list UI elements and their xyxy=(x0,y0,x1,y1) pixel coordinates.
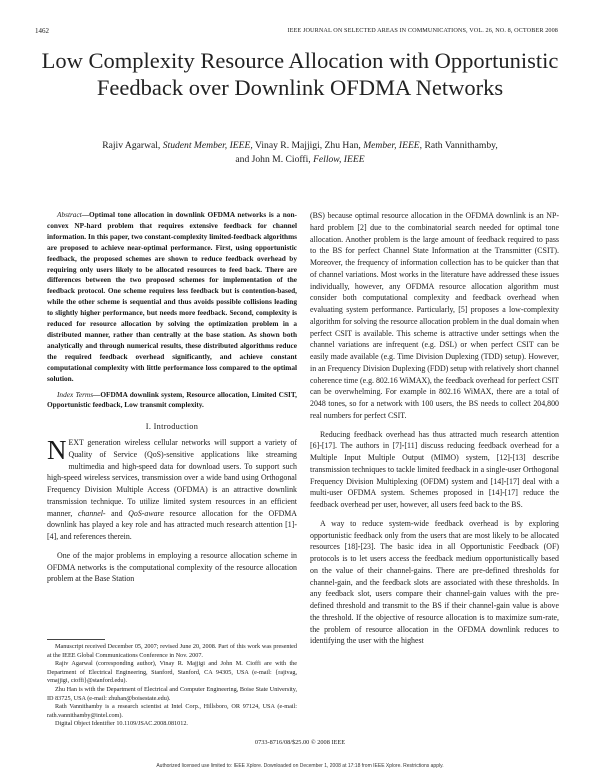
paper-title: Low Complexity Resource Allocation with Opportunistic Feedback over Downlink OFDMA Networks xyxy=(41,48,559,100)
author-role: Member, IEEE, xyxy=(363,140,423,151)
author-role: Student Member, IEEE, xyxy=(162,140,253,151)
left-column xyxy=(47,210,297,585)
body-paragraph: (BS) because optimal resource allocation in the OFDMA downlink is an NP-hard problem [2] due to the combinatorial search needed for optimal tone allocation. Another problem is the large amount of feedback required to pass to the BS for perfect Channel State Information at the Transmitter (CSIT). Moreover, the frequency of information collection has to be quicker than that of channel variations. Most works in the literature have addressed these issues individually, however, any OFDMA resource allocation algorithm must consider both computational complexity and feedback overhead when evaluating system performance. Particularly, [5] proposes a low-complexity algorithm for solving the resource allocation problem in the dual domain when perfect CSIT is available. This scheme is attractive under settings when the channel variations are infrequent (e.g. DSL) or when perfect CSIT can be easily made available (e.g. Time Division Duplexing (TDD) setup). However, in an Frequency Division Duplexing (FDD) setup with relatively short channel coherence time (e.g. 802.16 WiMAX), the feedback overhead for perfect CSIT can be overwhelming. For example in 802.16 WiMAX, there are a total of 2048 tones, so for a network with 100 users, the BS needs to collect 204,800 real numbers for perfect CSIT. xyxy=(310,211,559,420)
footnote: Digital Object Identifier 10.1109/JSAC.2008.081012. xyxy=(55,720,188,728)
body-paragraph: A way to reduce system-wide feedback overhead is by exploring opportunistic feedback only from the users that are most likely to be allocated resources [18]-[23]. The basic idea in all Opportunistic Feedback (OF) protocols is to let users access the feedback medium opportunistically based on the value of their channel-gains. There are pre-defined thresholds for channel-gain, and the feedback slots are associated with these thresholds. In any feedback slot, users compare their channel-gain values with the pre-defined threshold and transmit to the BS if their channel-gain value is above the threshold. If the objective of resource allocation is to maximize sum-rate, the problem of resource allocation in the OFDMA downlink reduces to identifying the user with the highest xyxy=(310,518,559,646)
license-notice: Authorized licensed use limited to: IEEE Xplore. Downloaded on December 1, 2008 at 17:18 from IEEE Xplore. Restrictions apply. xyxy=(156,763,444,769)
body-paragraph: Reducing feedback overhead has thus attracted much research attention [6]-[17]. The authors in [7]-[11] discuss reducing feedback overhead for a Multiple Input Multiple Output (MIMO) system, [12]-[13] describe transmission techniques to tackle limited feedback in a single-user Orthogonal Frequency Division Multiplexing (OFDM) system and [14]-[17] deal with a multi-user OFDMA system. Schemes proposed in [14]-[17] reduce the feedback overhead per user, however, all users feed back to the BS. xyxy=(310,429,559,509)
abstract xyxy=(47,210,297,385)
index-terms xyxy=(47,390,297,412)
copyright-line: 0733-8716/08/$25.00 © 2008 IEEE xyxy=(254,739,346,746)
footnote-rule xyxy=(47,639,105,640)
author-list xyxy=(60,139,540,167)
intro-paragraph: NEXT generation wireless cellular networks will support a variety of Quality of Service (QoS)-sensitive applications like streaming multimedia and high-speed data for download users. To support such high-speed wireless services, transmission over a wide band using Orthogonal Frequency Division Multiple Access (OFDMA) is an attractive downlink transmission technique. To utilize limited system resources in an efficient manner, channel- and QoS-aware resource allocation for the OFDMA downlink has played a key role and has attracted much research attention [1]-[4], and references therein. xyxy=(47,435,297,542)
author-name: Rajiv Agarwal, xyxy=(102,140,161,151)
footnote: Rath Vannithamby is a research scientist at Intel Corp., Hillsboro, OR 97124, USA (e-mail: rath.vannithamby@intel.com). xyxy=(47,703,297,719)
journal-header: IEEE JOURNAL ON SELECTED AREAS IN COMMUNICATIONS, VOL. 26, NO. 8, OCTOBER 2008 xyxy=(287,27,558,34)
abstract-text: —Optimal tone allocation in downlink OFDMA networks is a non-convex NP-hard problem that requires extensive feedback for channel information. In this paper, two constant-complexity limited-feedback algorithms are proposed to achieve near-optimal performance. First, using opportunistic feedback, the proposed schemes are shown to reduce feedback overhead by requiring only users likely to be allocated resources to feed back. There are differences between the two proposed schemes for implementation of the feedback protocol. One scheme requires less feedback but is contention-based, while the other scheme is sequential and thus avoids possible collisions leading to slightly higher performance, but needs more feedback. Second, complexity is reduced for resource allocation by solving the optimization problem in a distributed manner, rather than centrally at the base station. As shown both analytically and through numerical results, these distributed algorithms reduce the required feedback overhead significantly, and achieve constant computational complexity with little performance loss compared to the optimal solution. xyxy=(47,210,297,383)
author-role: Fellow, IEEE xyxy=(313,154,365,165)
section-heading: I. Introduction xyxy=(145,422,199,432)
abstract-label: Abstract xyxy=(57,210,82,219)
footnote: Rajiv Agarwal (corresponding author), Vinay R. Majjigi and John M. Cioffi are with the Department of Electrical Engineering, Stanford, Stanford, CA 94305, USA (e-mail: {rajivag, vmajjigi, cioffi}@stanford.edu). xyxy=(47,660,297,685)
footnote: Zhu Han is with the Department of Electrical and Computer Engineering, Boise State University, ID 83725, USA (e-mail: zhuhan@boisestate.edu). xyxy=(47,685,297,702)
drop-cap: N xyxy=(47,435,67,466)
footnotes xyxy=(47,639,297,729)
author-name: Rath Vannithamby, xyxy=(424,140,498,151)
author-name: and John M. Cioffi, xyxy=(235,154,311,165)
page-number: 1462 xyxy=(35,27,49,35)
index-terms-text: —OFDMA downlink system, Resource allocation, Limited CSIT, Opportunistic feedback, Low transmit complexity. xyxy=(47,389,297,410)
right-column xyxy=(310,210,559,647)
author-name: Vinay R. Majjigi, Zhu Han, xyxy=(255,140,361,151)
index-terms-label: Index Terms xyxy=(57,389,94,399)
footnote: Manuscript received December 05, 2007; revised June 20, 2008. Part of this work was presented at the IEEE Global Communications Conference in Nov. 2007. xyxy=(47,643,297,659)
intro-paragraph: One of the major problems in employing a resource allocation scheme in OFDMA networks is the computational complexity of the resource allocation problem at the Base Station xyxy=(47,550,297,584)
